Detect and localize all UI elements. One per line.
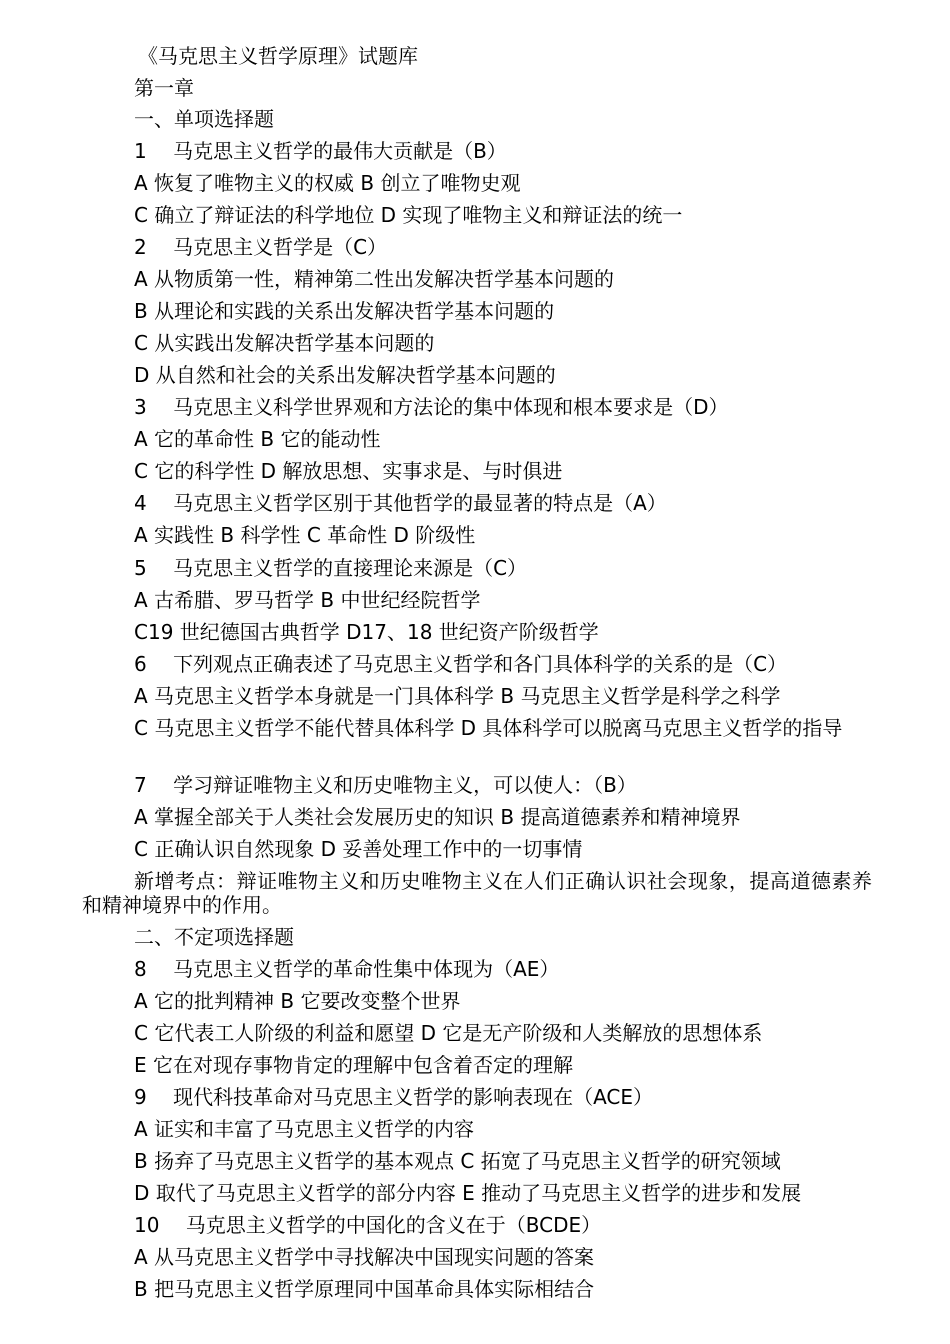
question-6-options-ab: A 马克思主义哲学本身就是一门具体科学 B 马克思主义哲学是科学之科学 (134, 684, 781, 708)
question-8: 8 马克思主义哲学的革命性集中体现为（AE） (134, 957, 560, 981)
question-6-options-cd: C 马克思主义哲学不能代替具体科学 D 具体科学可以脱离马克思主义哲学的指导 (134, 716, 843, 740)
question-10-option-a: A 从马克思主义哲学中寻找解决中国现实问题的答案 (134, 1245, 595, 1269)
question-9: 9 现代科技革命对马克思主义哲学的影响表现在（ACE） (134, 1085, 654, 1109)
question-5-options-ab: A 古希腊、罗马哲学 B 中世纪经院哲学 (134, 588, 481, 612)
question-2-option-b: B 从理论和实践的关系出发解决哲学基本问题的 (134, 299, 555, 323)
question-1: 1 马克思主义哲学的最伟大贡献是（B） (134, 139, 507, 163)
question-4: 4 马克思主义哲学区别于其他哲学的最显著的特点是（A） (134, 491, 667, 515)
question-3: 3 马克思主义科学世界观和方法论的集中体现和根本要求是（D） (134, 395, 729, 419)
question-9-options-bc: B 扬弃了马克思主义哲学的基本观点 C 拓宽了马克思主义哲学的研究领域 (134, 1149, 781, 1173)
question-3-options-ab: A 它的革命性 B 它的能动性 (134, 427, 381, 451)
question-7: 7 学习辩证唯物主义和历史唯物主义，可以使人：（B） (134, 773, 637, 797)
question-2-option-d: D 从自然和社会的关系出发解决哲学基本问题的 (134, 363, 556, 387)
question-4-options: A 实践性 B 科学性 C 革命性 D 阶级性 (134, 523, 476, 547)
new-exam-point-note: 新增考点：辩证唯物主义和历史唯物主义在人们正确认识社会现象，提高道德素养和精神境界中的作用。 (82, 869, 872, 917)
question-9-option-a: A 证实和丰富了马克思主义哲学的内容 (134, 1117, 475, 1141)
question-2: 2 马克思主义哲学是（C） (134, 235, 388, 259)
question-7-options-ab: A 掌握全部关于人类社会发展历史的知识 B 提高道德素养和精神境界 (134, 805, 741, 829)
question-1-options-ab: A 恢复了唯物主义的权威 B 创立了唯物史观 (134, 171, 521, 195)
question-3-options-cd: C 它的科学性 D 解放思想、实事求是、与时俱进 (134, 459, 563, 483)
section-heading-single-choice: 一、单项选择题 (134, 107, 274, 131)
question-10: 10 马克思主义哲学的中国化的含义在于（BCDE） (134, 1213, 602, 1237)
question-8-options-ab: A 它的批判精神 B 它要改变整个世界 (134, 989, 461, 1013)
question-6: 6 下列观点正确表述了马克思主义哲学和各门具体科学的关系的是（C） (134, 652, 788, 676)
question-2-option-c: C 从实践出发解决哲学基本问题的 (134, 331, 435, 355)
question-1-options-cd: C 确立了辩证法的科学地位 D 实现了唯物主义和辩证法的统一 (134, 203, 683, 227)
question-2-option-a: A 从物质第一性，精神第二性出发解决哲学基本问题的 (134, 267, 615, 291)
chapter-heading: 第一章 (134, 76, 194, 100)
question-10-option-b: B 把马克思主义哲学原理同中国革命具体实际相结合 (134, 1277, 595, 1301)
question-7-options-cd: C 正确认识自然现象 D 妥善处理工作中的一切事情 (134, 837, 583, 861)
question-8-option-e: E 它在对现存事物肯定的理解中包含着否定的理解 (134, 1053, 573, 1077)
section-heading-multiple-choice: 二、不定项选择题 (134, 925, 294, 949)
question-5-options-cd: C19 世纪德国古典哲学 D17、18 世纪资产阶级哲学 (134, 620, 599, 644)
question-8-options-cd: C 它代表工人阶级的利益和愿望 D 它是无产阶级和人类解放的思想体系 (134, 1021, 763, 1045)
question-5: 5 马克思主义哲学的直接理论来源是（C） (134, 556, 528, 580)
question-9-options-de: D 取代了马克思主义哲学的部分内容 E 推动了马克思主义哲学的进步和发展 (134, 1181, 802, 1205)
document-title: 《马克思主义哲学原理》试题库 (138, 44, 418, 68)
